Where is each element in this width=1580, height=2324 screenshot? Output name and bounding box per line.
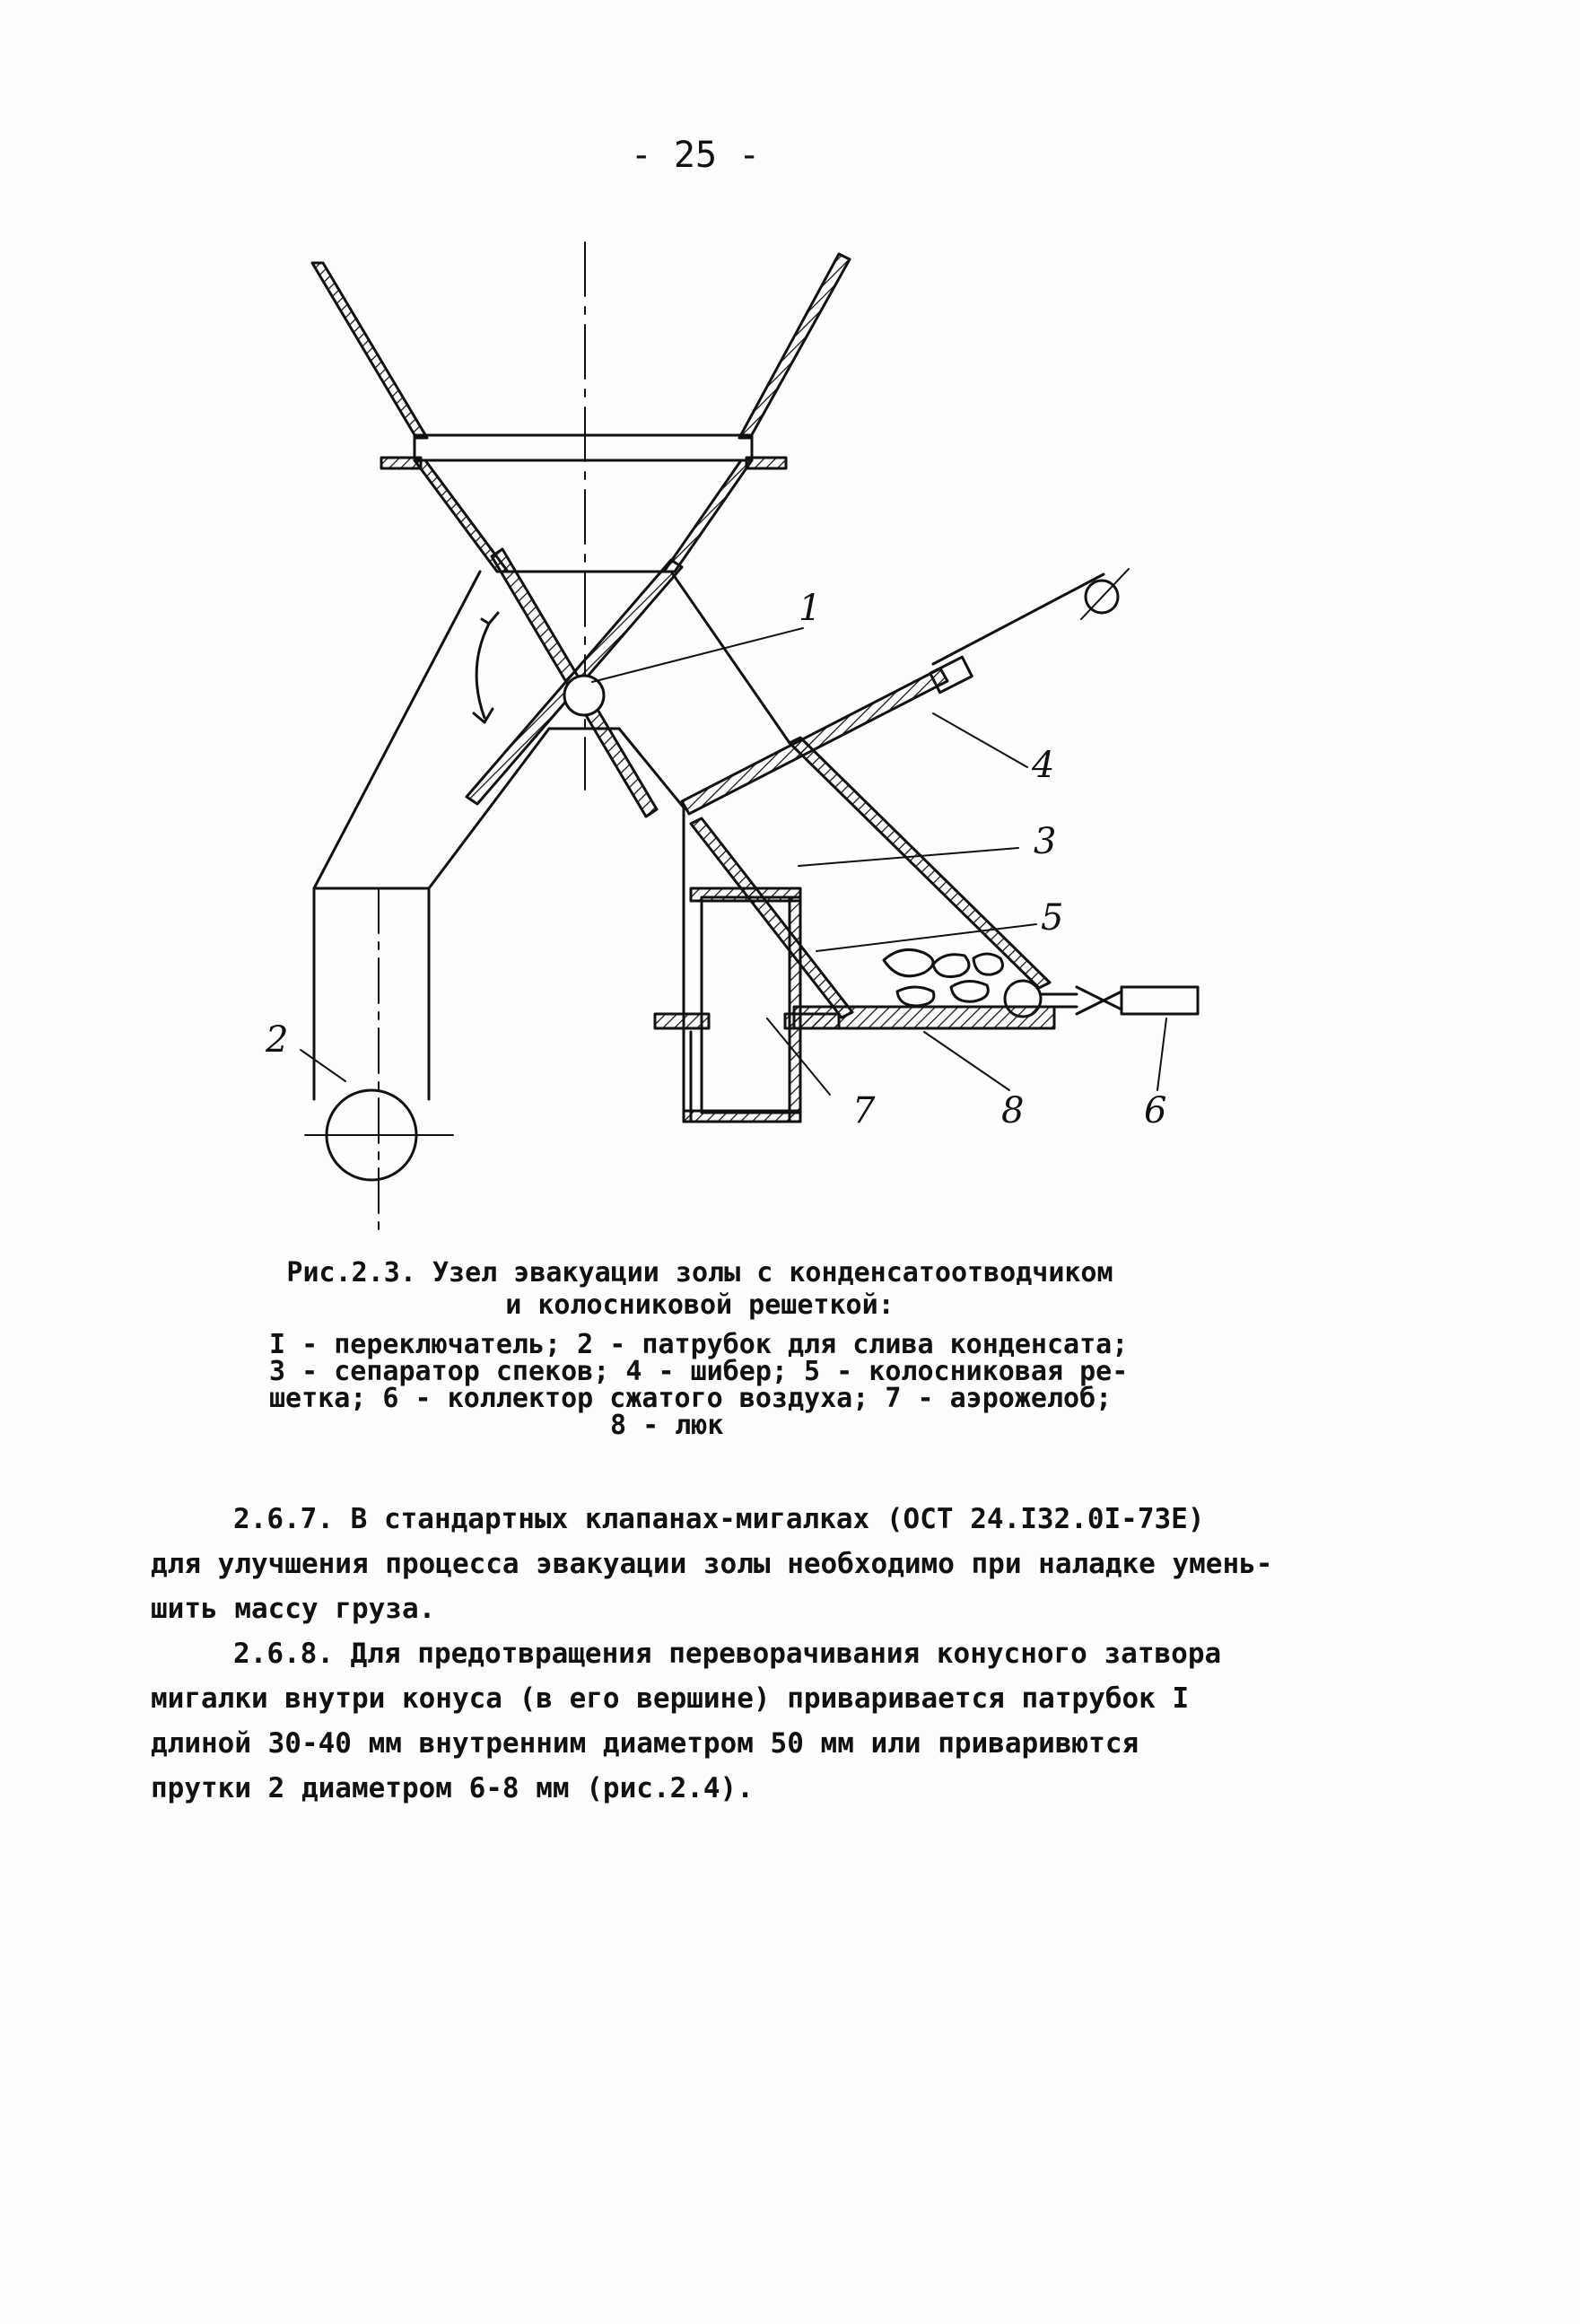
cone-wall-right [664, 460, 752, 572]
figure-legend-line-3: шетка; 6 - коллектор сжатого воздуха; 7 - аэрожелоб; [269, 1383, 1113, 1414]
shutter-handle [933, 574, 1104, 664]
shutter-rod [682, 668, 947, 814]
aero-chute-top [691, 888, 800, 901]
label-2: 2 [266, 1019, 289, 1061]
figure-legend-line-2: 3 - сепаратор спеков; 4 - шибер; 5 - колосниковая ре- [269, 1356, 1129, 1387]
hopper-wall-left [312, 263, 427, 438]
figure-legend-line-1: I - переключатель; 2 - патрубок для слива конденсата; [269, 1329, 1129, 1360]
grate-bars [691, 818, 852, 1018]
label-5: 5 [1041, 897, 1064, 939]
leader-8 [924, 1032, 1009, 1090]
clinker-1 [884, 949, 933, 975]
collector-valve-a [1077, 987, 1122, 1009]
leader-6 [1157, 1018, 1166, 1090]
paragraph-line: прутки 2 диаметром 6-8 мм (рис.2.4). [151, 1772, 754, 1804]
paragraph-line: мигалки внутри конуса (в его вершине) приваривается патрубок I [151, 1682, 1190, 1715]
hopper-flange [415, 435, 752, 460]
hopper-wall-right [739, 254, 850, 438]
label-3: 3 [1034, 821, 1057, 862]
page-number: - 25 - [630, 135, 761, 176]
rotation-arrow [476, 624, 489, 718]
air-collector [1122, 987, 1198, 1014]
leader-4 [933, 713, 1027, 767]
label-8: 8 [1001, 1090, 1025, 1131]
label-7: 7 [852, 1090, 876, 1131]
paragraph-line: 2.6.8. Для предотвращения переворачивания конусного затвора [233, 1638, 1222, 1670]
paragraph-line: для улучшения процесса эвакуации золы необходимо при наладке умень- [151, 1548, 1273, 1580]
collector-valve-b [1077, 992, 1122, 1014]
paragraph-2-6-8 [151, 1631, 1335, 1811]
chute-outer-left [314, 572, 480, 888]
label-1: 1 [799, 588, 822, 629]
paragraph-line: длиной 30-40 мм внутренним диаметром 50 мм или приваривются [151, 1727, 1139, 1760]
switch-pivot [564, 676, 604, 715]
figure-legend-line-4: 8 - люк [610, 1410, 724, 1441]
label-4: 4 [1032, 745, 1055, 786]
paragraph-2-6-7 [151, 1497, 1335, 1631]
figure-caption-line-2: и колосниковой решеткой: [505, 1289, 895, 1321]
figure-caption-line-1: Рис.2.3. Узел эвакуации золы с конденсатоотводчиком [286, 1257, 1113, 1289]
hatch-lug-left [655, 1014, 709, 1028]
leader-2 [301, 1050, 345, 1081]
chute-inner-left [429, 729, 549, 888]
paragraph-line: 2.6.7. В стандартных клапанах-мигалках (ОСТ 24.I32.0I-73Е) [233, 1503, 1205, 1535]
paragraph-line: шить массу груза. [151, 1593, 436, 1625]
label-6: 6 [1144, 1090, 1167, 1131]
